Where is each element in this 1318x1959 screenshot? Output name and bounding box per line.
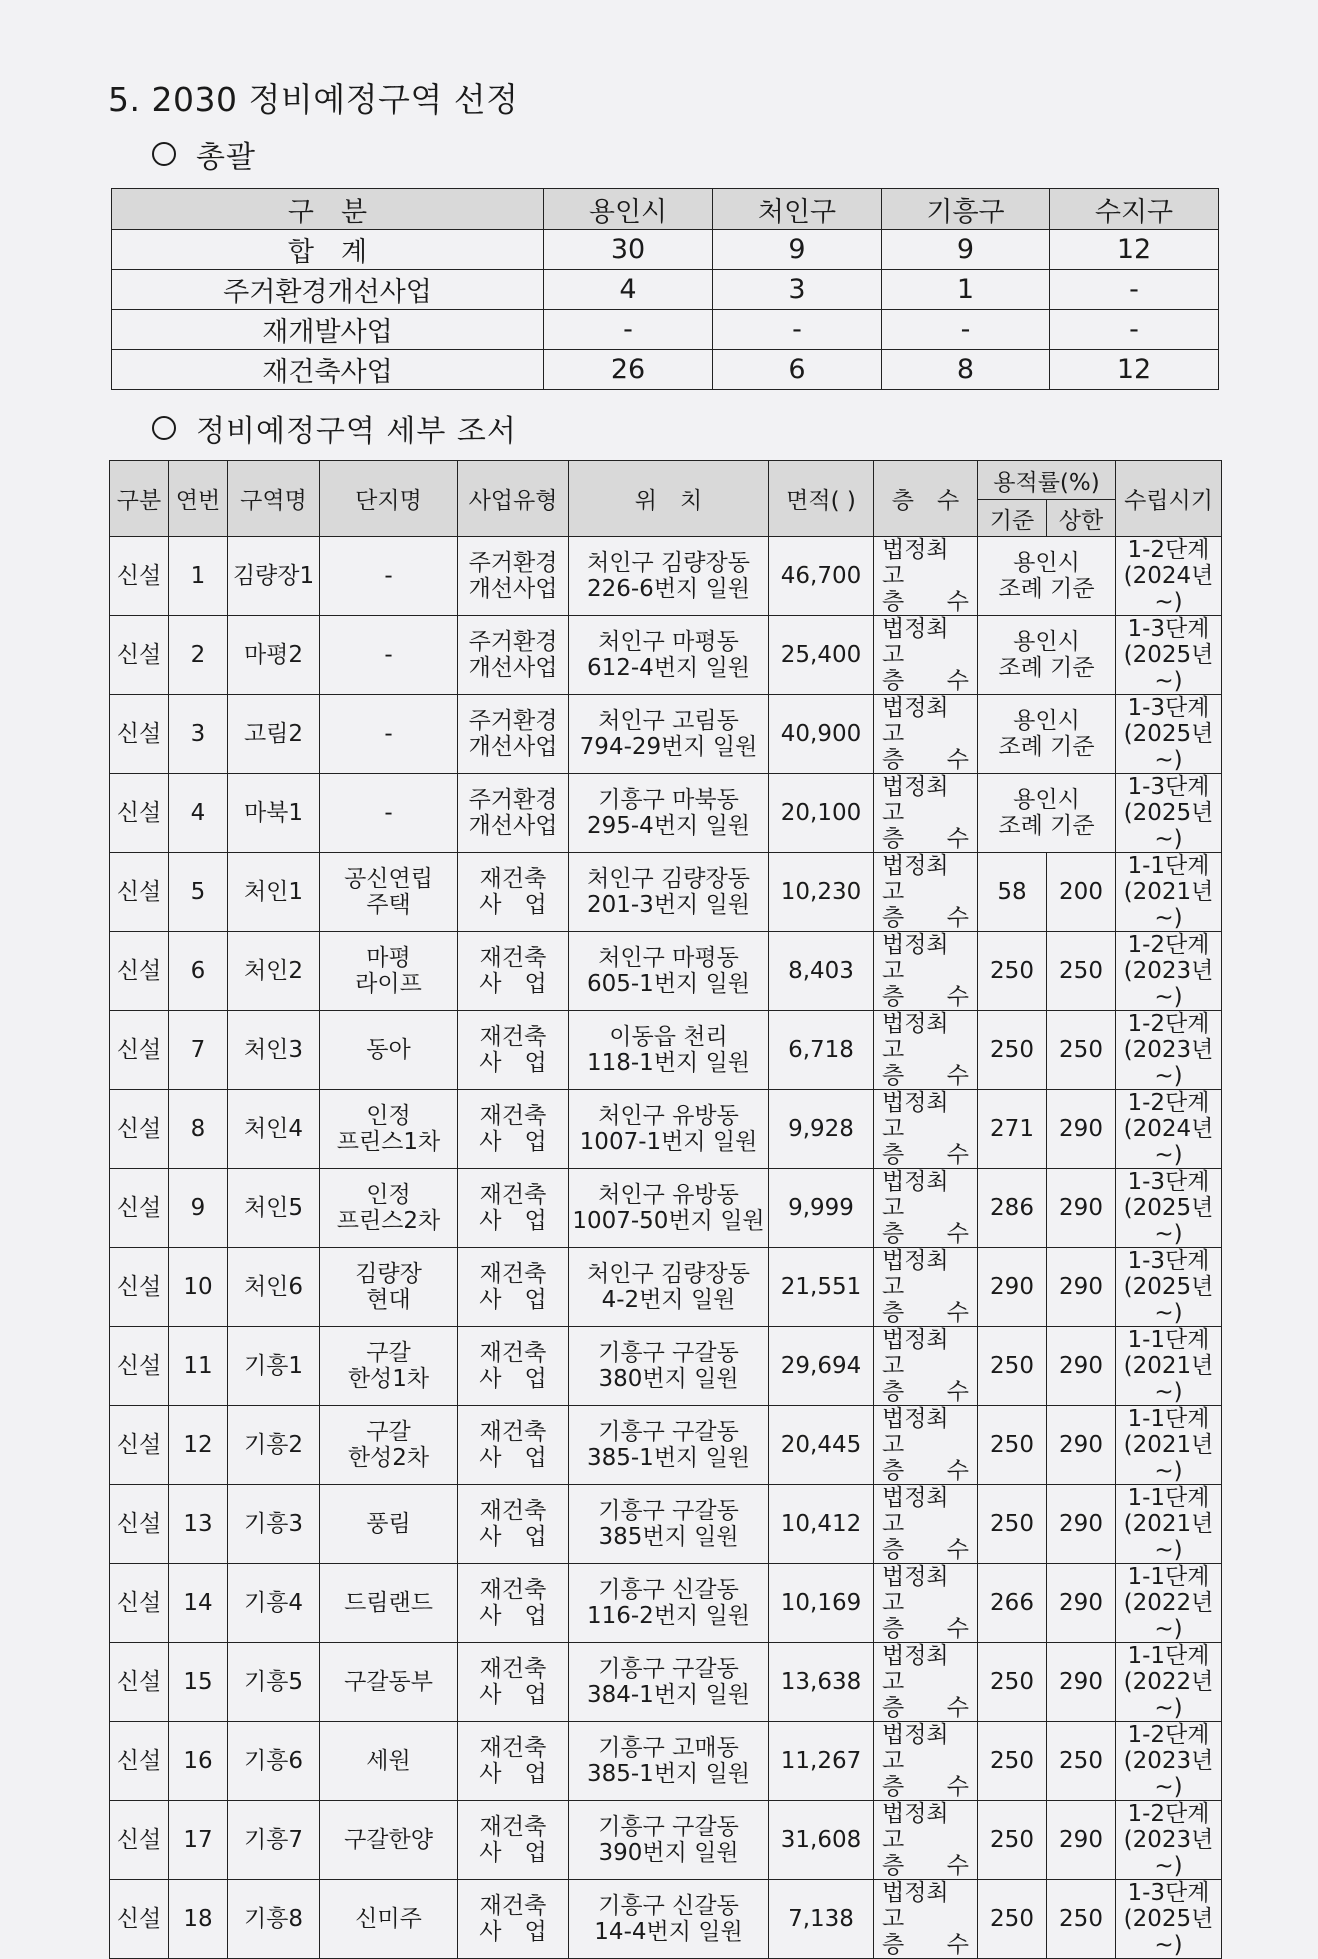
detail-cell-complex: 신미주 (320, 1880, 458, 1959)
detail-cell-no: 15 (169, 1643, 228, 1722)
summary-table (111, 188, 1219, 390)
detail-cell-complex: 풍림 (320, 1485, 458, 1564)
summary-cell: 6 (713, 350, 882, 390)
detail-cell-zone: 기흥6 (228, 1722, 320, 1801)
detail-cell-far-merged: 용인시 조례 기준 (978, 695, 1116, 774)
subsection-summary-label: 총괄 (196, 140, 256, 175)
summary-cell: 26 (544, 350, 713, 390)
detail-cell-far-max: 290 (1047, 1169, 1116, 1248)
detail-cell-no: 9 (169, 1169, 228, 1248)
detail-cell-type: 신설 (110, 774, 169, 853)
detail-cell-period: 1-1단계 (2021년~) (1116, 853, 1222, 932)
detail-cell-complex: 구갈한양 (320, 1801, 458, 1880)
detail-cell-zone: 처인3 (228, 1011, 320, 1090)
summary-cell: 9 (882, 230, 1050, 270)
detail-cell-far-base: 250 (978, 1801, 1047, 1880)
detail-cell-no: 1 (169, 537, 228, 616)
detail-cell-complex: - (320, 695, 458, 774)
detail-cell-biz: 재건축 사 업 (458, 1090, 569, 1169)
detail-cell-floors: 법정최고 층 수 (874, 853, 978, 932)
detail-cell-area: 46,700 (769, 537, 874, 616)
detail-cell-area: 20,445 (769, 1406, 874, 1485)
detail-cell-zone: 기흥4 (228, 1564, 320, 1643)
detail-row (110, 1801, 1222, 1880)
detail-cell-floors: 법정최고 층 수 (874, 1564, 978, 1643)
detail-cell-loc: 처인구 마평동 612-4번지 일원 (569, 616, 769, 695)
detail-cell-area: 40,900 (769, 695, 874, 774)
detail-cell-period: 1-2단계 (2023년~) (1116, 1011, 1222, 1090)
detail-cell-zone: 김량장1 (228, 537, 320, 616)
detail-header-far-base: 기준 (978, 500, 1047, 537)
detail-row (110, 695, 1222, 774)
detail-cell-complex: - (320, 774, 458, 853)
detail-cell-type: 신설 (110, 1248, 169, 1327)
detail-row (110, 1169, 1222, 1248)
detail-cell-no: 6 (169, 932, 228, 1011)
detail-cell-far-max: 290 (1047, 1643, 1116, 1722)
detail-cell-complex: 구갈동부 (320, 1643, 458, 1722)
circle-bullet-icon (152, 416, 176, 440)
detail-cell-floors: 법정최고 층 수 (874, 1485, 978, 1564)
detail-header-zone: 구역명 (228, 461, 320, 537)
detail-row (110, 853, 1222, 932)
detail-cell-area: 10,230 (769, 853, 874, 932)
detail-cell-biz: 주거환경 개선사업 (458, 774, 569, 853)
detail-table (109, 460, 1222, 1959)
detail-cell-far-base: 271 (978, 1090, 1047, 1169)
detail-header-type: 구분 (110, 461, 169, 537)
detail-cell-far-max: 250 (1047, 932, 1116, 1011)
detail-cell-far-base: 250 (978, 1011, 1047, 1090)
detail-cell-no: 7 (169, 1011, 228, 1090)
detail-cell-complex: 세원 (320, 1722, 458, 1801)
detail-cell-complex: 인정 프린스2차 (320, 1169, 458, 1248)
detail-cell-area: 13,638 (769, 1643, 874, 1722)
detail-cell-area: 11,267 (769, 1722, 874, 1801)
detail-cell-complex: - (320, 616, 458, 695)
detail-cell-loc: 기흥구 신갈동 14-4번지 일원 (569, 1880, 769, 1959)
detail-cell-period: 1-1단계 (2022년~) (1116, 1643, 1222, 1722)
detail-row (110, 1722, 1222, 1801)
summary-cell: - (544, 310, 713, 350)
detail-cell-complex: 동아 (320, 1011, 458, 1090)
detail-cell-area: 7,138 (769, 1880, 874, 1959)
summary-cell: 합 계 (112, 230, 544, 270)
detail-cell-type: 신설 (110, 537, 169, 616)
detail-cell-zone: 기흥1 (228, 1327, 320, 1406)
detail-row (110, 537, 1222, 616)
detail-cell-floors: 법정최고 층 수 (874, 616, 978, 695)
detail-cell-no: 10 (169, 1248, 228, 1327)
summary-cell: 8 (882, 350, 1050, 390)
detail-cell-complex: 구갈 한성2차 (320, 1406, 458, 1485)
detail-cell-no: 17 (169, 1801, 228, 1880)
detail-cell-zone: 처인6 (228, 1248, 320, 1327)
detail-cell-far-base: 58 (978, 853, 1047, 932)
detail-cell-far-base: 250 (978, 1722, 1047, 1801)
detail-cell-biz: 주거환경 개선사업 (458, 616, 569, 695)
summary-row (112, 230, 1219, 270)
detail-cell-far-max: 290 (1047, 1090, 1116, 1169)
detail-cell-far-base: 290 (978, 1248, 1047, 1327)
summary-cell: - (713, 310, 882, 350)
detail-cell-period: 1-3단계 (2025년~) (1116, 774, 1222, 853)
detail-cell-area: 9,928 (769, 1090, 874, 1169)
detail-cell-biz: 재건축 사 업 (458, 1722, 569, 1801)
summary-cell: 12 (1050, 350, 1219, 390)
detail-cell-far-max: 250 (1047, 1722, 1116, 1801)
detail-header-row (110, 461, 1222, 500)
detail-cell-type: 신설 (110, 1722, 169, 1801)
detail-cell-zone: 마북1 (228, 774, 320, 853)
detail-header-no: 연번 (169, 461, 228, 537)
detail-cell-biz: 재건축 사 업 (458, 1169, 569, 1248)
detail-header-location: 위 치 (569, 461, 769, 537)
detail-cell-biz: 재건축 사 업 (458, 1880, 569, 1959)
detail-cell-far-base: 266 (978, 1564, 1047, 1643)
detail-cell-no: 2 (169, 616, 228, 695)
summary-row (112, 310, 1219, 350)
detail-cell-far-max: 290 (1047, 1327, 1116, 1406)
summary-header-cheoin: 처인구 (713, 189, 882, 230)
detail-cell-biz: 재건축 사 업 (458, 1406, 569, 1485)
detail-cell-floors: 법정최고 층 수 (874, 1722, 978, 1801)
detail-cell-zone: 기흥3 (228, 1485, 320, 1564)
detail-cell-biz: 재건축 사 업 (458, 1327, 569, 1406)
detail-cell-type: 신설 (110, 853, 169, 932)
summary-header-row (112, 189, 1219, 230)
detail-header-area: 면적( ) (769, 461, 874, 537)
detail-cell-complex: 드림랜드 (320, 1564, 458, 1643)
detail-cell-biz: 재건축 사 업 (458, 1248, 569, 1327)
detail-cell-biz: 주거환경 개선사업 (458, 537, 569, 616)
detail-cell-period: 1-3단계 (2025년~) (1116, 1169, 1222, 1248)
detail-cell-period: 1-1단계 (2021년~) (1116, 1485, 1222, 1564)
detail-cell-floors: 법정최고 층 수 (874, 1011, 978, 1090)
detail-cell-type: 신설 (110, 1801, 169, 1880)
detail-cell-biz: 재건축 사 업 (458, 1485, 569, 1564)
detail-cell-complex: 인정 프린스1차 (320, 1090, 458, 1169)
detail-cell-far-base: 250 (978, 932, 1047, 1011)
detail-cell-far-max: 290 (1047, 1485, 1116, 1564)
detail-cell-biz: 재건축 사 업 (458, 1564, 569, 1643)
detail-cell-biz: 주거환경 개선사업 (458, 695, 569, 774)
detail-cell-loc: 처인구 마평동 605-1번지 일원 (569, 932, 769, 1011)
detail-cell-biz: 재건축 사 업 (458, 1801, 569, 1880)
detail-cell-far-merged: 용인시 조례 기준 (978, 616, 1116, 695)
detail-row (110, 774, 1222, 853)
detail-cell-biz: 재건축 사 업 (458, 1011, 569, 1090)
detail-cell-floors: 법정최고 층 수 (874, 1327, 978, 1406)
detail-cell-zone: 기흥8 (228, 1880, 320, 1959)
detail-cell-loc: 기흥구 마북동 295-4번지 일원 (569, 774, 769, 853)
detail-cell-zone: 마평2 (228, 616, 320, 695)
detail-cell-type: 신설 (110, 1327, 169, 1406)
detail-cell-area: 21,551 (769, 1248, 874, 1327)
summary-header-category: 구 분 (112, 189, 544, 230)
detail-cell-floors: 법정최고 층 수 (874, 1090, 978, 1169)
detail-cell-floors: 법정최고 층 수 (874, 695, 978, 774)
detail-cell-type: 신설 (110, 616, 169, 695)
detail-cell-far-max: 200 (1047, 853, 1116, 932)
detail-cell-zone: 기흥7 (228, 1801, 320, 1880)
detail-row (110, 1327, 1222, 1406)
detail-cell-type: 신설 (110, 1011, 169, 1090)
summary-cell: 재개발사업 (112, 310, 544, 350)
subsection-summary-title (152, 132, 256, 176)
detail-cell-complex: 김량장 현대 (320, 1248, 458, 1327)
detail-header-period: 수립시기 (1116, 461, 1222, 537)
detail-cell-floors: 법정최고 층 수 (874, 1880, 978, 1959)
detail-cell-no: 12 (169, 1406, 228, 1485)
detail-cell-complex: 마평 라이프 (320, 932, 458, 1011)
detail-cell-zone: 처인1 (228, 853, 320, 932)
detail-cell-zone: 고림2 (228, 695, 320, 774)
detail-cell-complex: 구갈 한성1차 (320, 1327, 458, 1406)
detail-cell-loc: 처인구 유방동 1007-1번지 일원 (569, 1090, 769, 1169)
detail-cell-far-max: 290 (1047, 1801, 1116, 1880)
detail-cell-far-base: 250 (978, 1880, 1047, 1959)
detail-cell-complex: 공신연립 주택 (320, 853, 458, 932)
detail-cell-area: 10,169 (769, 1564, 874, 1643)
detail-cell-period: 1-1단계 (2021년~) (1116, 1327, 1222, 1406)
summary-cell: 30 (544, 230, 713, 270)
summary-cell: 4 (544, 270, 713, 310)
summary-cell: - (882, 310, 1050, 350)
detail-cell-area: 10,412 (769, 1485, 874, 1564)
detail-row (110, 1090, 1222, 1169)
summary-header-suji: 수지구 (1050, 189, 1219, 230)
detail-cell-loc: 처인구 유방동 1007-50번지 일원 (569, 1169, 769, 1248)
detail-cell-floors: 법정최고 층 수 (874, 537, 978, 616)
detail-cell-area: 9,999 (769, 1169, 874, 1248)
detail-cell-area: 6,718 (769, 1011, 874, 1090)
summary-cell: 9 (713, 230, 882, 270)
detail-cell-type: 신설 (110, 1643, 169, 1722)
detail-cell-no: 4 (169, 774, 228, 853)
summary-header-yongin: 용인시 (544, 189, 713, 230)
detail-row (110, 616, 1222, 695)
summary-row (112, 350, 1219, 390)
detail-header-far: 용적률(%) (978, 461, 1116, 500)
detail-row (110, 1564, 1222, 1643)
circle-bullet-icon (152, 142, 176, 166)
detail-cell-floors: 법정최고 층 수 (874, 932, 978, 1011)
detail-cell-loc: 처인구 김량장동 4-2번지 일원 (569, 1248, 769, 1327)
subsection-detail-label: 정비예정구역 세부 조서 (196, 414, 517, 449)
summary-cell: 재건축사업 (112, 350, 544, 390)
detail-cell-period: 1-2단계 (2024년~) (1116, 537, 1222, 616)
detail-cell-type: 신설 (110, 1169, 169, 1248)
detail-cell-loc: 처인구 고림동 794-29번지 일원 (569, 695, 769, 774)
detail-cell-far-base: 250 (978, 1643, 1047, 1722)
detail-cell-period: 1-1단계 (2022년~) (1116, 1564, 1222, 1643)
detail-row (110, 1406, 1222, 1485)
detail-cell-floors: 법정최고 층 수 (874, 1406, 978, 1485)
detail-cell-floors: 법정최고 층 수 (874, 1801, 978, 1880)
detail-cell-far-base: 250 (978, 1485, 1047, 1564)
detail-cell-period: 1-1단계 (2021년~) (1116, 1406, 1222, 1485)
summary-header-giheung: 기흥구 (882, 189, 1050, 230)
detail-cell-area: 31,608 (769, 1801, 874, 1880)
detail-cell-period: 1-2단계 (2023년~) (1116, 1801, 1222, 1880)
detail-cell-far-base: 286 (978, 1169, 1047, 1248)
detail-header-complex: 단지명 (320, 461, 458, 537)
detail-header-floors: 층 수 (874, 461, 978, 537)
detail-cell-far-max: 290 (1047, 1564, 1116, 1643)
detail-cell-far-base: 250 (978, 1406, 1047, 1485)
detail-header-far-max: 상한 (1047, 500, 1116, 537)
summary-cell: 12 (1050, 230, 1219, 270)
detail-cell-no: 8 (169, 1090, 228, 1169)
detail-cell-zone: 처인2 (228, 932, 320, 1011)
detail-row (110, 1880, 1222, 1959)
detail-cell-type: 신설 (110, 1564, 169, 1643)
detail-cell-floors: 법정최고 층 수 (874, 774, 978, 853)
detail-row (110, 1248, 1222, 1327)
detail-header-biz: 사업유형 (458, 461, 569, 537)
detail-cell-period: 1-2단계 (2023년~) (1116, 932, 1222, 1011)
detail-cell-type: 신설 (110, 695, 169, 774)
summary-cell: 1 (882, 270, 1050, 310)
detail-cell-loc: 처인구 김량장동 226-6번지 일원 (569, 537, 769, 616)
detail-cell-no: 5 (169, 853, 228, 932)
detail-cell-period: 1-3단계 (2025년~) (1116, 1880, 1222, 1959)
detail-cell-no: 18 (169, 1880, 228, 1959)
detail-cell-period: 1-2단계 (2023년~) (1116, 1722, 1222, 1801)
detail-cell-far-max: 290 (1047, 1406, 1116, 1485)
detail-cell-loc: 기흥구 구갈동 384-1번지 일원 (569, 1643, 769, 1722)
detail-cell-period: 1-3단계 (2025년~) (1116, 1248, 1222, 1327)
detail-cell-type: 신설 (110, 1880, 169, 1959)
detail-cell-no: 14 (169, 1564, 228, 1643)
detail-cell-biz: 재건축 사 업 (458, 932, 569, 1011)
detail-cell-far-max: 290 (1047, 1248, 1116, 1327)
detail-row (110, 1485, 1222, 1564)
detail-cell-zone: 처인5 (228, 1169, 320, 1248)
detail-cell-loc: 기흥구 구갈동 390번지 일원 (569, 1801, 769, 1880)
detail-cell-period: 1-3단계 (2025년~) (1116, 695, 1222, 774)
detail-cell-floors: 법정최고 층 수 (874, 1169, 978, 1248)
section-title: 5. 2030 정비예정구역 선정 (108, 80, 519, 119)
detail-cell-period: 1-2단계 (2024년~) (1116, 1090, 1222, 1169)
detail-cell-loc: 이동읍 천리 118-1번지 일원 (569, 1011, 769, 1090)
detail-cell-far-max: 250 (1047, 1011, 1116, 1090)
detail-cell-zone: 기흥5 (228, 1643, 320, 1722)
detail-cell-loc: 기흥구 구갈동 380번지 일원 (569, 1327, 769, 1406)
detail-cell-period: 1-3단계 (2025년~) (1116, 616, 1222, 695)
subsection-detail-title (152, 406, 517, 450)
detail-cell-no: 16 (169, 1722, 228, 1801)
detail-cell-loc: 기흥구 신갈동 116-2번지 일원 (569, 1564, 769, 1643)
detail-cell-far-merged: 용인시 조례 기준 (978, 774, 1116, 853)
summary-cell: - (1050, 270, 1219, 310)
detail-cell-loc: 기흥구 고매동 385-1번지 일원 (569, 1722, 769, 1801)
detail-row (110, 932, 1222, 1011)
detail-cell-far-base: 250 (978, 1327, 1047, 1406)
summary-cell: - (1050, 310, 1219, 350)
detail-cell-no: 11 (169, 1327, 228, 1406)
detail-cell-no: 3 (169, 695, 228, 774)
detail-cell-loc: 기흥구 구갈동 385-1번지 일원 (569, 1406, 769, 1485)
detail-cell-loc: 기흥구 구갈동 385번지 일원 (569, 1485, 769, 1564)
detail-cell-area: 25,400 (769, 616, 874, 695)
detail-cell-type: 신설 (110, 1090, 169, 1169)
detail-cell-complex: - (320, 537, 458, 616)
detail-cell-zone: 처인4 (228, 1090, 320, 1169)
detail-cell-floors: 법정최고 층 수 (874, 1643, 978, 1722)
summary-cell: 3 (713, 270, 882, 310)
detail-cell-no: 13 (169, 1485, 228, 1564)
detail-cell-biz: 재건축 사 업 (458, 1643, 569, 1722)
summary-row (112, 270, 1219, 310)
detail-row (110, 1011, 1222, 1090)
detail-cell-area: 29,694 (769, 1327, 874, 1406)
detail-cell-far-max: 250 (1047, 1880, 1116, 1959)
detail-cell-biz: 재건축 사 업 (458, 853, 569, 932)
detail-cell-area: 8,403 (769, 932, 874, 1011)
detail-cell-far-merged: 용인시 조례 기준 (978, 537, 1116, 616)
detail-cell-floors: 법정최고 층 수 (874, 1248, 978, 1327)
detail-row (110, 1643, 1222, 1722)
detail-cell-loc: 처인구 김량장동 201-3번지 일원 (569, 853, 769, 932)
detail-cell-area: 20,100 (769, 774, 874, 853)
detail-cell-zone: 기흥2 (228, 1406, 320, 1485)
detail-cell-type: 신설 (110, 932, 169, 1011)
detail-cell-type: 신설 (110, 1406, 169, 1485)
detail-cell-type: 신설 (110, 1485, 169, 1564)
summary-cell: 주거환경개선사업 (112, 270, 544, 310)
